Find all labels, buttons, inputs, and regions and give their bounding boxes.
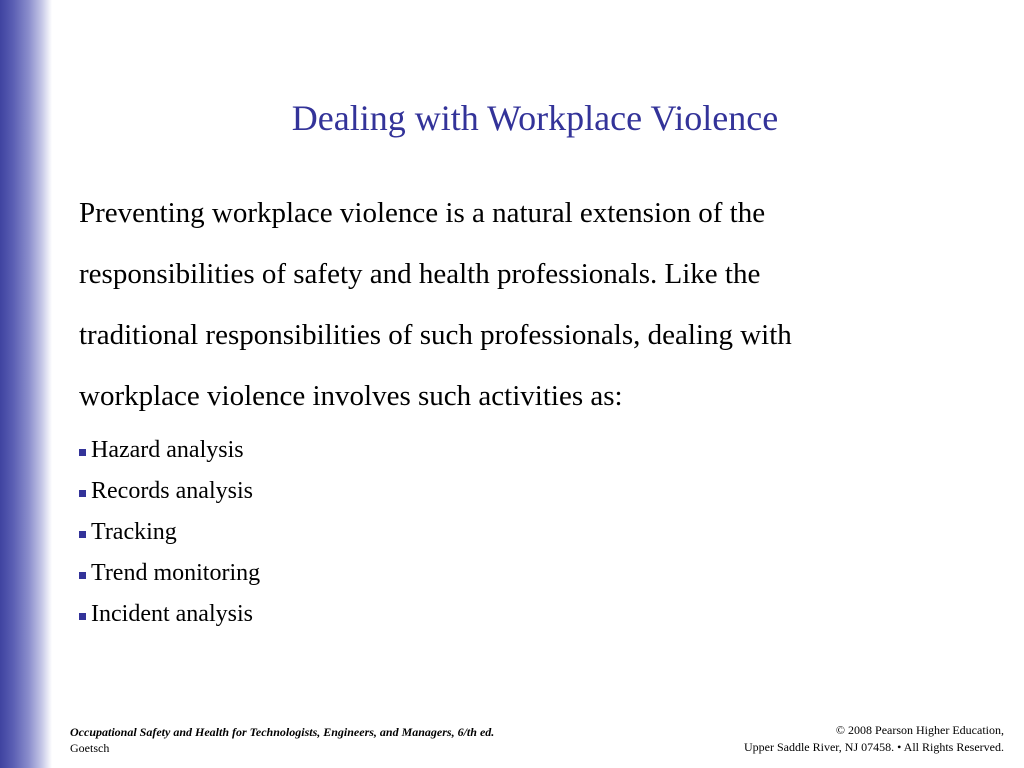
- list-item: [79, 430, 260, 471]
- decorative-side-bar: [0, 0, 52, 768]
- square-bullet-icon: [79, 449, 86, 456]
- list-item-label: Incident analysis: [91, 601, 253, 627]
- intro-line: traditional responsibilities of such professionals, dealing with: [79, 319, 792, 351]
- footer-book-title: Occupational Safety and Health for Technologists, Engineers, and Managers, 6/th ed.: [70, 725, 495, 739]
- list-item: [79, 512, 260, 553]
- intro-line: workplace violence involves such activities as:: [79, 380, 623, 412]
- list-item: [79, 471, 260, 512]
- list-item-label: Records analysis: [91, 478, 253, 504]
- copyright-line: Upper Saddle River, NJ 07458. • All Rights Reserved.: [743, 740, 1004, 754]
- intro-paragraph: [79, 183, 979, 427]
- activity-list: [79, 430, 260, 635]
- intro-line: responsibilities of safety and health professionals. Like the: [79, 258, 761, 290]
- slide-title: Dealing with Workplace Violence: [291, 98, 779, 138]
- footer-author: Goetsch: [70, 741, 110, 755]
- list-item: [79, 553, 260, 594]
- list-item: [79, 594, 260, 635]
- intro-line: Preventing workplace violence is a natural extension of the: [79, 197, 766, 229]
- list-item-label: Trend monitoring: [91, 560, 261, 586]
- square-bullet-icon: [79, 531, 86, 538]
- list-item-label: Tracking: [91, 519, 177, 545]
- square-bullet-icon: [79, 572, 86, 579]
- copyright-line: © 2008 Pearson Higher Education,: [835, 723, 1004, 737]
- footer-copyright: [744, 722, 1004, 756]
- footer-citation: [70, 724, 494, 756]
- square-bullet-icon: [79, 490, 86, 497]
- list-item-label: Hazard analysis: [91, 437, 244, 463]
- square-bullet-icon: [79, 613, 86, 620]
